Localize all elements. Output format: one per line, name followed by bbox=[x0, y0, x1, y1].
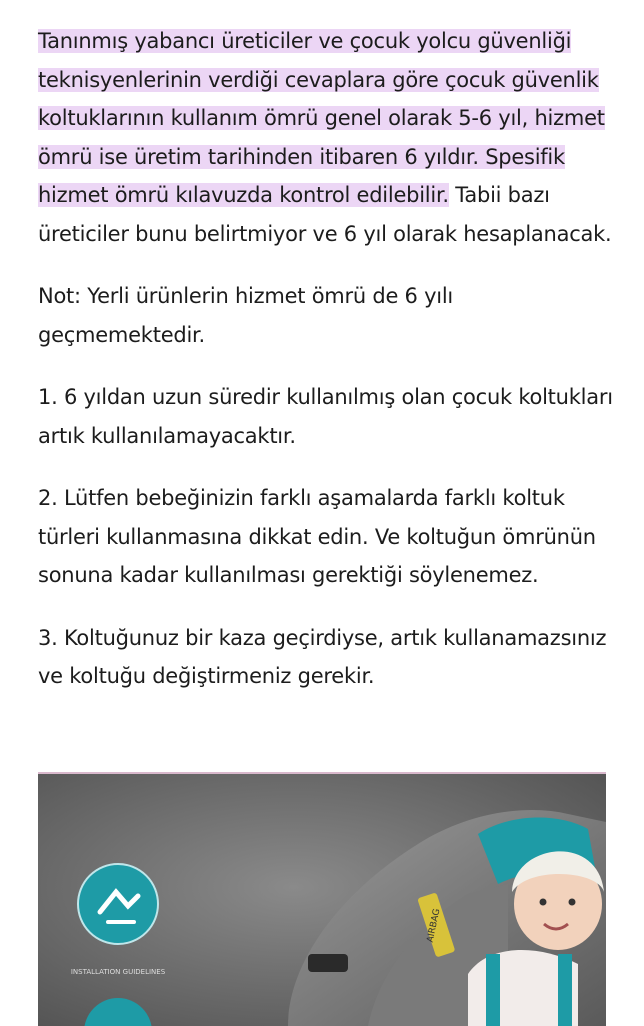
list-item-3: 3. Koltuğunuz bir kaza geçirdiyse, artık kullanamazsınız ve koltuğu değiştirmeniz gerekir. bbox=[38, 625, 607, 688]
photo-illustration bbox=[38, 774, 606, 1026]
paragraph-text: Tabii bazı üreticiler bunu belirtmiyor ve 6 yıl olarak hesaplanacak. bbox=[38, 183, 612, 246]
airbag-label: AIRBAG bbox=[425, 907, 443, 944]
highlighted-text[interactable]: Tanınmış yabancı üreticiler ve çocuk yolcu güvenliği teknisyenlerinin verdiği cevaplara göre çocuk güvenlik koltuklarının kullanım ömrü genel olarak 5-6 yıl, hizmet ömrü ise üretim tarihinden itibaren 6 yıldır. Spesifik hizmet ömrü kılavuzda kontrol edilebilir. bbox=[38, 29, 605, 207]
car-seat-photo[interactable] bbox=[38, 772, 606, 1026]
list-item-2: 2. Lütfen bebeğinizin farklı aşamalarda farklı koltuk türleri kullanmasına dikkat edin. Ve koltuğun ömrünün sonuna kadar kullanılması gerektiği söylenemez. bbox=[38, 486, 596, 587]
paragraph-service-life bbox=[38, 22, 618, 253]
installation-guidelines-caption: INSTALLATION GUIDELINES bbox=[70, 968, 166, 976]
note-paragraph: Not: Yerli ürünlerin hizmet ömrü de 6 yılı geçmemektedir. bbox=[38, 284, 454, 347]
installation-guidelines-icon bbox=[78, 864, 158, 944]
seat-buckle bbox=[308, 954, 348, 972]
list-item-1: 1. 6 yıldan uzun süredir kullanılmış olan çocuk koltukları artık kullanılamayacaktır. bbox=[38, 385, 613, 448]
